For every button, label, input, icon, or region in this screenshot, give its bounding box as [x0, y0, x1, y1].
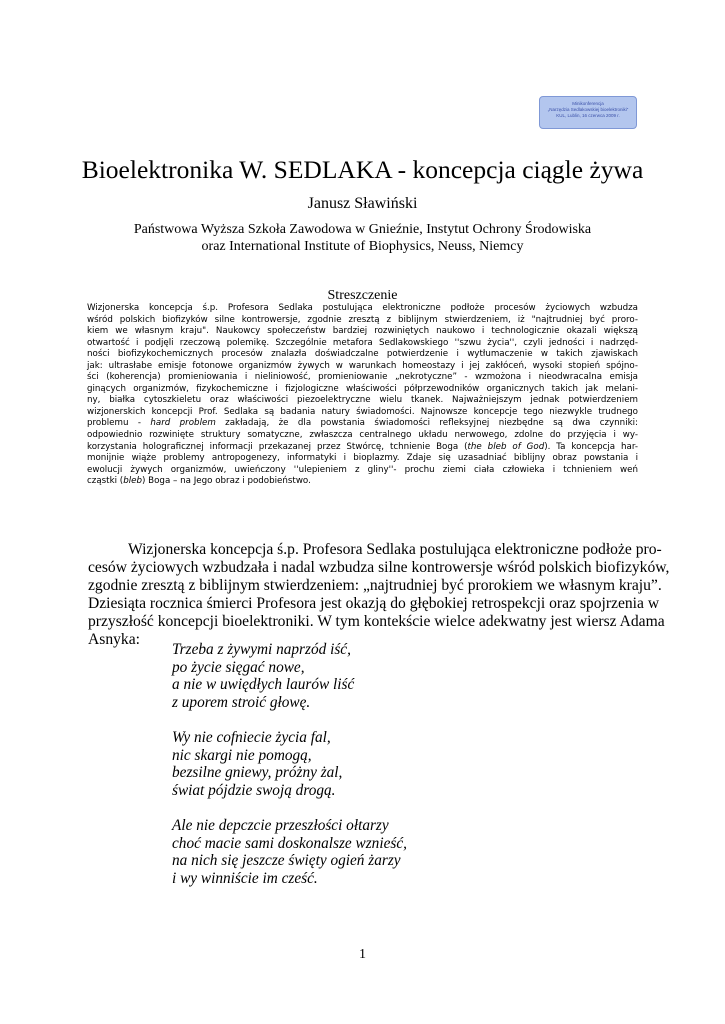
poem-line: po życie sięgać nowe,: [172, 658, 305, 676]
poem-line: świat pójdzie swoją drogą.: [172, 781, 336, 799]
abstract-line: ewolucji żywych organizmów, uwieńczony ''ulepieniem z gliny''- prochu ziemi ciała człowieka i tchnieniem weń: [87, 464, 638, 475]
paper-title: Bioelektronika W. SEDLAKA - koncepcja ciągle żywa: [81, 155, 644, 184]
body-line: Asnyka:: [88, 630, 140, 648]
abstract-line: odpowiednio rozwinięte struktury somatyczne, zwłaszcza centralnego układu nerwowego, zdolne do przyjęcia i wy-: [87, 430, 638, 441]
poem-line: a nie w uwiędłych laurów liść: [172, 676, 355, 694]
poem-line: Trzeba z żywymi naprzód iść,: [172, 641, 351, 658]
body-paragraph: [88, 541, 670, 648]
author-name: Janusz Sławiński: [307, 195, 418, 212]
poem-stanza: [172, 817, 472, 887]
body-line: cesów życiowych wzbudzała i nadal wzbudza silne kontrowersje wśród polskich biofizyków,: [88, 558, 670, 576]
abstract-line: problemu - hard problem zakładają, że dla powstania świadomości refleksyjnej niezbędne są dwa czynniki:: [87, 418, 638, 429]
body-line: przyszłość koncepcji bioelektroniki. W tym kontekście wielce adekwatny jest wiersz Adama: [88, 612, 665, 630]
abstract-line: korzystania holograficznej informacji przekazanej przez Stwórcę, tchnienie Boga (the bleb of God). Ta koncepcja har-: [87, 441, 638, 452]
badge-line-3: KUL, Lublin, 16 czerwca 2009 r.: [556, 113, 620, 118]
abstract-line: cząstki (bleb) Boga – na Jego obraz i podobieństwo.: [87, 476, 311, 487]
affiliation-line-1: Państwowa Wyższa Szkoła Zawodowa w Gnieźnie, Instytut Ochrony Środowiska: [133, 222, 592, 237]
poem-line: na nich się jeszcze święty ogień żarzy: [172, 852, 401, 870]
abstract-line: wśród polskich biofizyków silne kontrowersje, zgodnie zresztą z biblijnym stwierdzeniem, iż "najtrudniej być proro-: [87, 314, 638, 325]
affiliation: [0, 221, 725, 255]
abstract-line: jak: ultrasłabe emisje fotonowe organizmów żywych w warunkach homeostazy i jej zakłóceń, wysoki stopień spójno-: [87, 360, 638, 371]
affiliation-line-2: oraz International Institute of Biophysics, Neuss, Niemcy: [201, 239, 524, 254]
poem-stanza: [172, 641, 472, 711]
abstract-line: ginących organizmów, fizykochemiczne i fizjologiczne właściwości półprzewodników organicznych takich jak melani-: [87, 383, 638, 394]
abstract-line: ny, białka cytoszkieletu oraz właściwości piezoelektryczne wielu tkanek. Najważniejszym jednak potwierdzeniem: [87, 395, 638, 406]
poem-line: bezsilne gniewy, próżny żal,: [172, 764, 343, 782]
abstract-line: wizjonerskich koncepcji Prof. Sedlaka są badania natury świadomości. Najnowsze koncepcje tego niezwykle trudnego: [87, 406, 638, 417]
poem-stanza: [172, 729, 472, 799]
body-line: Dziesiąta rocznica śmierci Profesora jest okazją do głębokiej retrospekcji oraz spojrzenia w: [88, 594, 660, 612]
badge-line-1: Minikonferencja: [572, 101, 604, 106]
abstract-heading: Streszczenie: [327, 288, 398, 303]
poem-line: z uporem stroić głowę.: [172, 693, 311, 711]
abstract-line: kiem we własnym kraju". Naukowcy społeczeństw bardziej rozwiniętych naukowo i technologicznie okazali większą: [87, 326, 638, 337]
poem-line: i wy winniście im cześć.: [172, 869, 318, 887]
abstract-line: ności biofizykochemicznych procesów znalazła doświadczalne potwierdzenie i wytłumaczenie w takich zjawiskach: [87, 349, 638, 360]
abstract-text: [87, 303, 638, 488]
poem: [172, 641, 472, 905]
abstract-line: otwartość i podjęli rzeczową polemikę. Szczególnie metafora Sedlakowskiego ''szwu życia'', czyli jedności i nadrzęd-: [87, 337, 638, 348]
poem-line: choć macie sami doskonalsze wznieść,: [172, 834, 407, 852]
abstract-line: monijnie wiąże problemy antropogenezy, informatyki i bioplazmy. Zdaje się uzasadniać biblijny obraz powstania i: [87, 453, 638, 464]
body-line: zgodnie zresztą z biblijnym stwierdzeniem: „najtrudniej być prorokiem we własnym kraju”.: [88, 576, 662, 594]
abstract-line: ści (koherencja) promieniowania i nieliniowość, promieniowanie „nekrotyczne” - wzmożona i nieodwracalna emisja: [87, 372, 638, 383]
page-number: 1: [359, 947, 366, 962]
body-line: Wizjonerska koncepcja ś.p. Profesora Sedlaka postulująca elektroniczne podłoże pro-: [128, 541, 662, 558]
poem-line: Ale nie depczcie przeszłości ołtarzy: [172, 816, 389, 834]
poem-line: Wy nie cofniecie życia fal,: [172, 728, 331, 746]
badge-line-2: „Narzędzia Sedlakowskiej bioelektroniki”: [547, 107, 629, 112]
poem-line: nic skargi nie pomogą,: [172, 746, 312, 764]
abstract-line: Wizjonerska koncepcja ś.p. Profesora Sedlaka postulująca elektroniczne podłoże procesów życiowych wzbudza: [87, 303, 638, 313]
conference-badge: [539, 96, 637, 129]
